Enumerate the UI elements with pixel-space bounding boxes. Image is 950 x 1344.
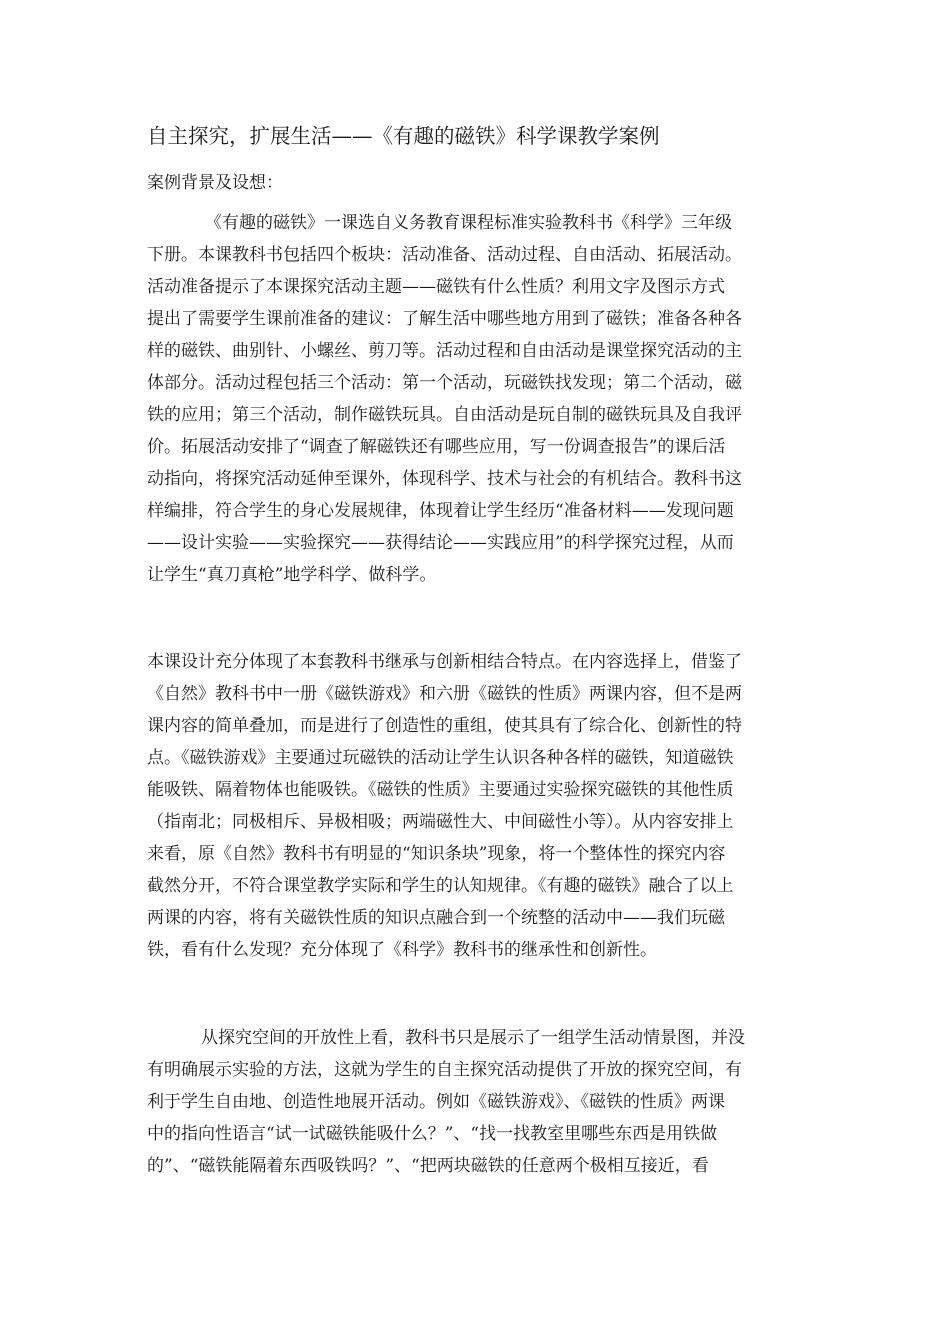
section-heading: 案例背景及设想： xyxy=(147,173,283,193)
paragraph-line: 本课设计充分体现了本套教科书继承与创新相结合特点。在内容选择上，借鉴了 xyxy=(147,652,742,672)
paragraph-openness xyxy=(147,1022,807,1182)
paragraph-line: 提出了需要学生课前准备的建议：了解生活中哪些地方用到了磁铁；准备各种各 xyxy=(147,309,742,329)
paragraph-line: 动指向，将探究活动延伸至课外，体现科学、技术与社会的有机结合。教科书这 xyxy=(147,469,742,489)
paragraph-line: 课内容的简单叠加，而是进行了创造性的重组，使其具有了综合化、创新性的特 xyxy=(147,716,742,736)
paragraph-line: 能吸铁、隔着物体也能吸铁。《磁铁的性质》主要通过实验探究磁铁的其他性质 xyxy=(147,780,734,800)
paragraph-design xyxy=(147,646,807,966)
paragraph-line: 从探究空间的开放性上看，教科书只是展示了一组学生活动情景图，并没 xyxy=(201,1028,745,1048)
paragraph-line: 价。拓展活动安排了“调查了解磁铁还有哪些应用，写一份调查报告”的课后活 xyxy=(147,437,726,457)
paragraph-line: 让学生“真刀真枪”地学科学、做科学。 xyxy=(147,565,437,585)
paragraph-line: 铁，看有什么发现？充分体现了《科学》教科书的继承性和创新性。 xyxy=(147,940,657,960)
paragraph-line: 利于学生自由地、创造性地展开活动。例如《磁铁游戏》、《磁铁的性质》两课 xyxy=(147,1092,725,1112)
paragraph-line: 活动准备提示了本课探究活动主题——磁铁有什么性质？利用文字及图示方式 xyxy=(147,277,725,297)
paragraph-line: 下册。本课教科书包括四个板块：活动准备、活动过程、自由活动、拓展活动。 xyxy=(147,245,742,265)
paragraph-line: ——设计实验——实验探究——获得结论——实践应用”的科学探究过程，从而 xyxy=(147,533,734,553)
paragraph-line: 有明确展示实验的方法，这就为学生的自主探究活动提供了开放的探究空间，有 xyxy=(147,1060,742,1080)
paragraph-background xyxy=(147,207,807,591)
paragraph-line: 样的磁铁、曲别针、小螺丝、剪刀等。活动过程和自由活动是课堂探究活动的主 xyxy=(147,341,742,361)
paragraph-line: 《有趣的磁铁》一课选自义务教育课程标准实验教科书《科学》三年级 xyxy=(205,213,732,233)
paragraph-line: 《自然》教科书中一册《磁铁游戏》和六册《磁铁的性质》两课内容，但不是两 xyxy=(147,684,742,704)
paragraph-line: 中的指向性语言“试一试磁铁能吸什么？”、“找一找教室里哪些东西是用铁做 xyxy=(147,1124,718,1144)
paragraph-line: 铁的应用；第三个活动，制作磁铁玩具。自由活动是玩自制的磁铁玩具及自我评 xyxy=(147,405,742,425)
paragraph-line: 两课的内容，将有关磁铁性质的知识点融合到一个统整的活动中——我们玩磁 xyxy=(147,908,725,928)
paragraph-line: 截然分开，不符合课堂教学实际和学生的认知规律。《有趣的磁铁》融合了以上 xyxy=(147,876,734,896)
paragraph-line: 来看，原《自然》教科书有明显的“知识条块”现象，将一个整体性的探究内容 xyxy=(147,844,726,864)
paragraph-line: 体部分。活动过程包括三个活动：第一个活动，玩磁铁找发现；第二个活动，磁 xyxy=(147,373,742,393)
paragraph-line: 样编排，符合学生的身心发展规律，体现着让学生经历“准备材料——发现问题 xyxy=(147,501,734,521)
paragraph-line: 点。《磁铁游戏》主要通过玩磁铁的活动让学生认识各种各样的磁铁，知道磁铁 xyxy=(147,748,734,768)
paragraph-line: 的”、“磁铁能隔着东西吸铁吗？”、“把两块磁铁的任意两个极相互接近，看 xyxy=(147,1156,709,1176)
paragraph-line: （指南北；同极相斥、异极相吸；两端磁性大、中间磁性小等）。从内容安排上 xyxy=(147,812,734,832)
document-title: 自主探究，扩展生活——《有趣的磁铁》科学课教学案例 xyxy=(147,124,660,148)
